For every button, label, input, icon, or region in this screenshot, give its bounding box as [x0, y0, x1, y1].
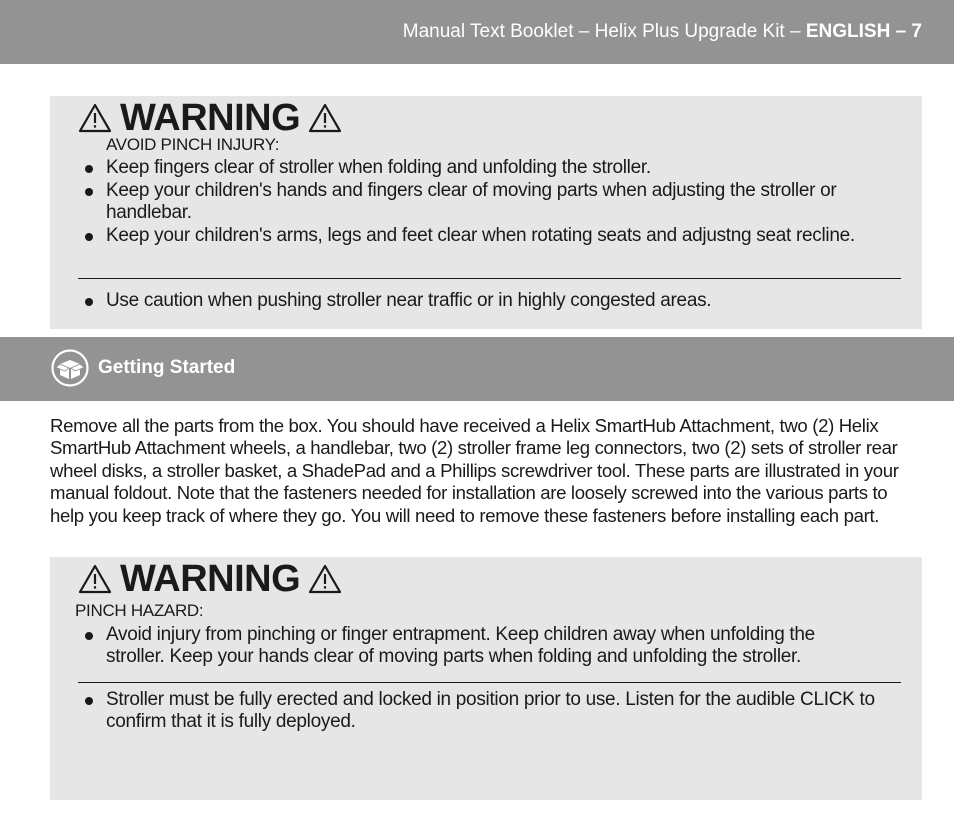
warning-list-secondary [78, 689, 878, 733]
warning-subtitle: AVOID PINCH INJURY: [106, 135, 280, 154]
box-icon [51, 349, 89, 387]
list-item: Use caution when pushing stroller near traffic or in highly congested areas. [78, 290, 898, 312]
divider [78, 682, 901, 683]
body-paragraph: Remove all the parts from the box. You should have received a Helix SmartHub Attachment, two (2) Helix SmartHub Attachment wheels, a handlebar, two (2) stroller frame leg connectors, two (2) sets of stroller rear wheel disks, a stroller basket, a ShadePad and a Phillips screwdriver tool. These parts are illustrated in your manual foldout. Note that the fasteners needed for installation are loosely screwed into the various parts to help you keep track of where they go. You will need to remove these fasteners before installing each part. [50, 415, 899, 526]
warning-title: WARNING [120, 557, 301, 600]
warning-subtitle: PINCH HAZARD: [75, 601, 204, 620]
warning-box-pinch-injury [50, 96, 922, 329]
list-item: Avoid injury from pinching or finger entrapment. Keep children away when unfolding the stroller. Keep your hands clear of moving parts when folding and unfolding the stroller. [78, 624, 878, 668]
warning-triangle-icon [78, 103, 112, 133]
section-header-getting-started [0, 337, 954, 401]
section-title: Getting Started [98, 357, 236, 378]
warning-triangle-icon [308, 564, 342, 594]
list-item: Keep your children's hands and fingers clear of moving parts when adjusting the stroller or handlebar. [78, 180, 898, 224]
warning-triangle-icon [78, 564, 112, 594]
warning-heading [78, 98, 342, 138]
list-item: Keep your children's arms, legs and feet clear when rotating seats and adjustng seat recline. [78, 225, 898, 247]
list-item: Stroller must be fully erected and locked in position prior to use. Listen for the audible CLICK to confirm that it is fully deployed. [78, 689, 878, 733]
header-title [403, 21, 922, 43]
warning-list [78, 624, 878, 668]
warning-heading [78, 559, 342, 599]
warning-box-pinch-hazard [50, 557, 922, 800]
header-page-label: ENGLISH – 7 [805, 21, 922, 42]
page-header [0, 0, 954, 64]
warning-list-secondary [78, 290, 898, 312]
warning-list [78, 157, 898, 247]
divider [78, 278, 901, 279]
header-prefix: Manual Text Booklet – Helix Plus Upgrade Kit – [402, 21, 806, 42]
warning-triangle-icon [308, 103, 342, 133]
warning-title: WARNING [120, 96, 301, 139]
list-item: Keep fingers clear of stroller when folding and unfolding the stroller. [78, 157, 898, 179]
